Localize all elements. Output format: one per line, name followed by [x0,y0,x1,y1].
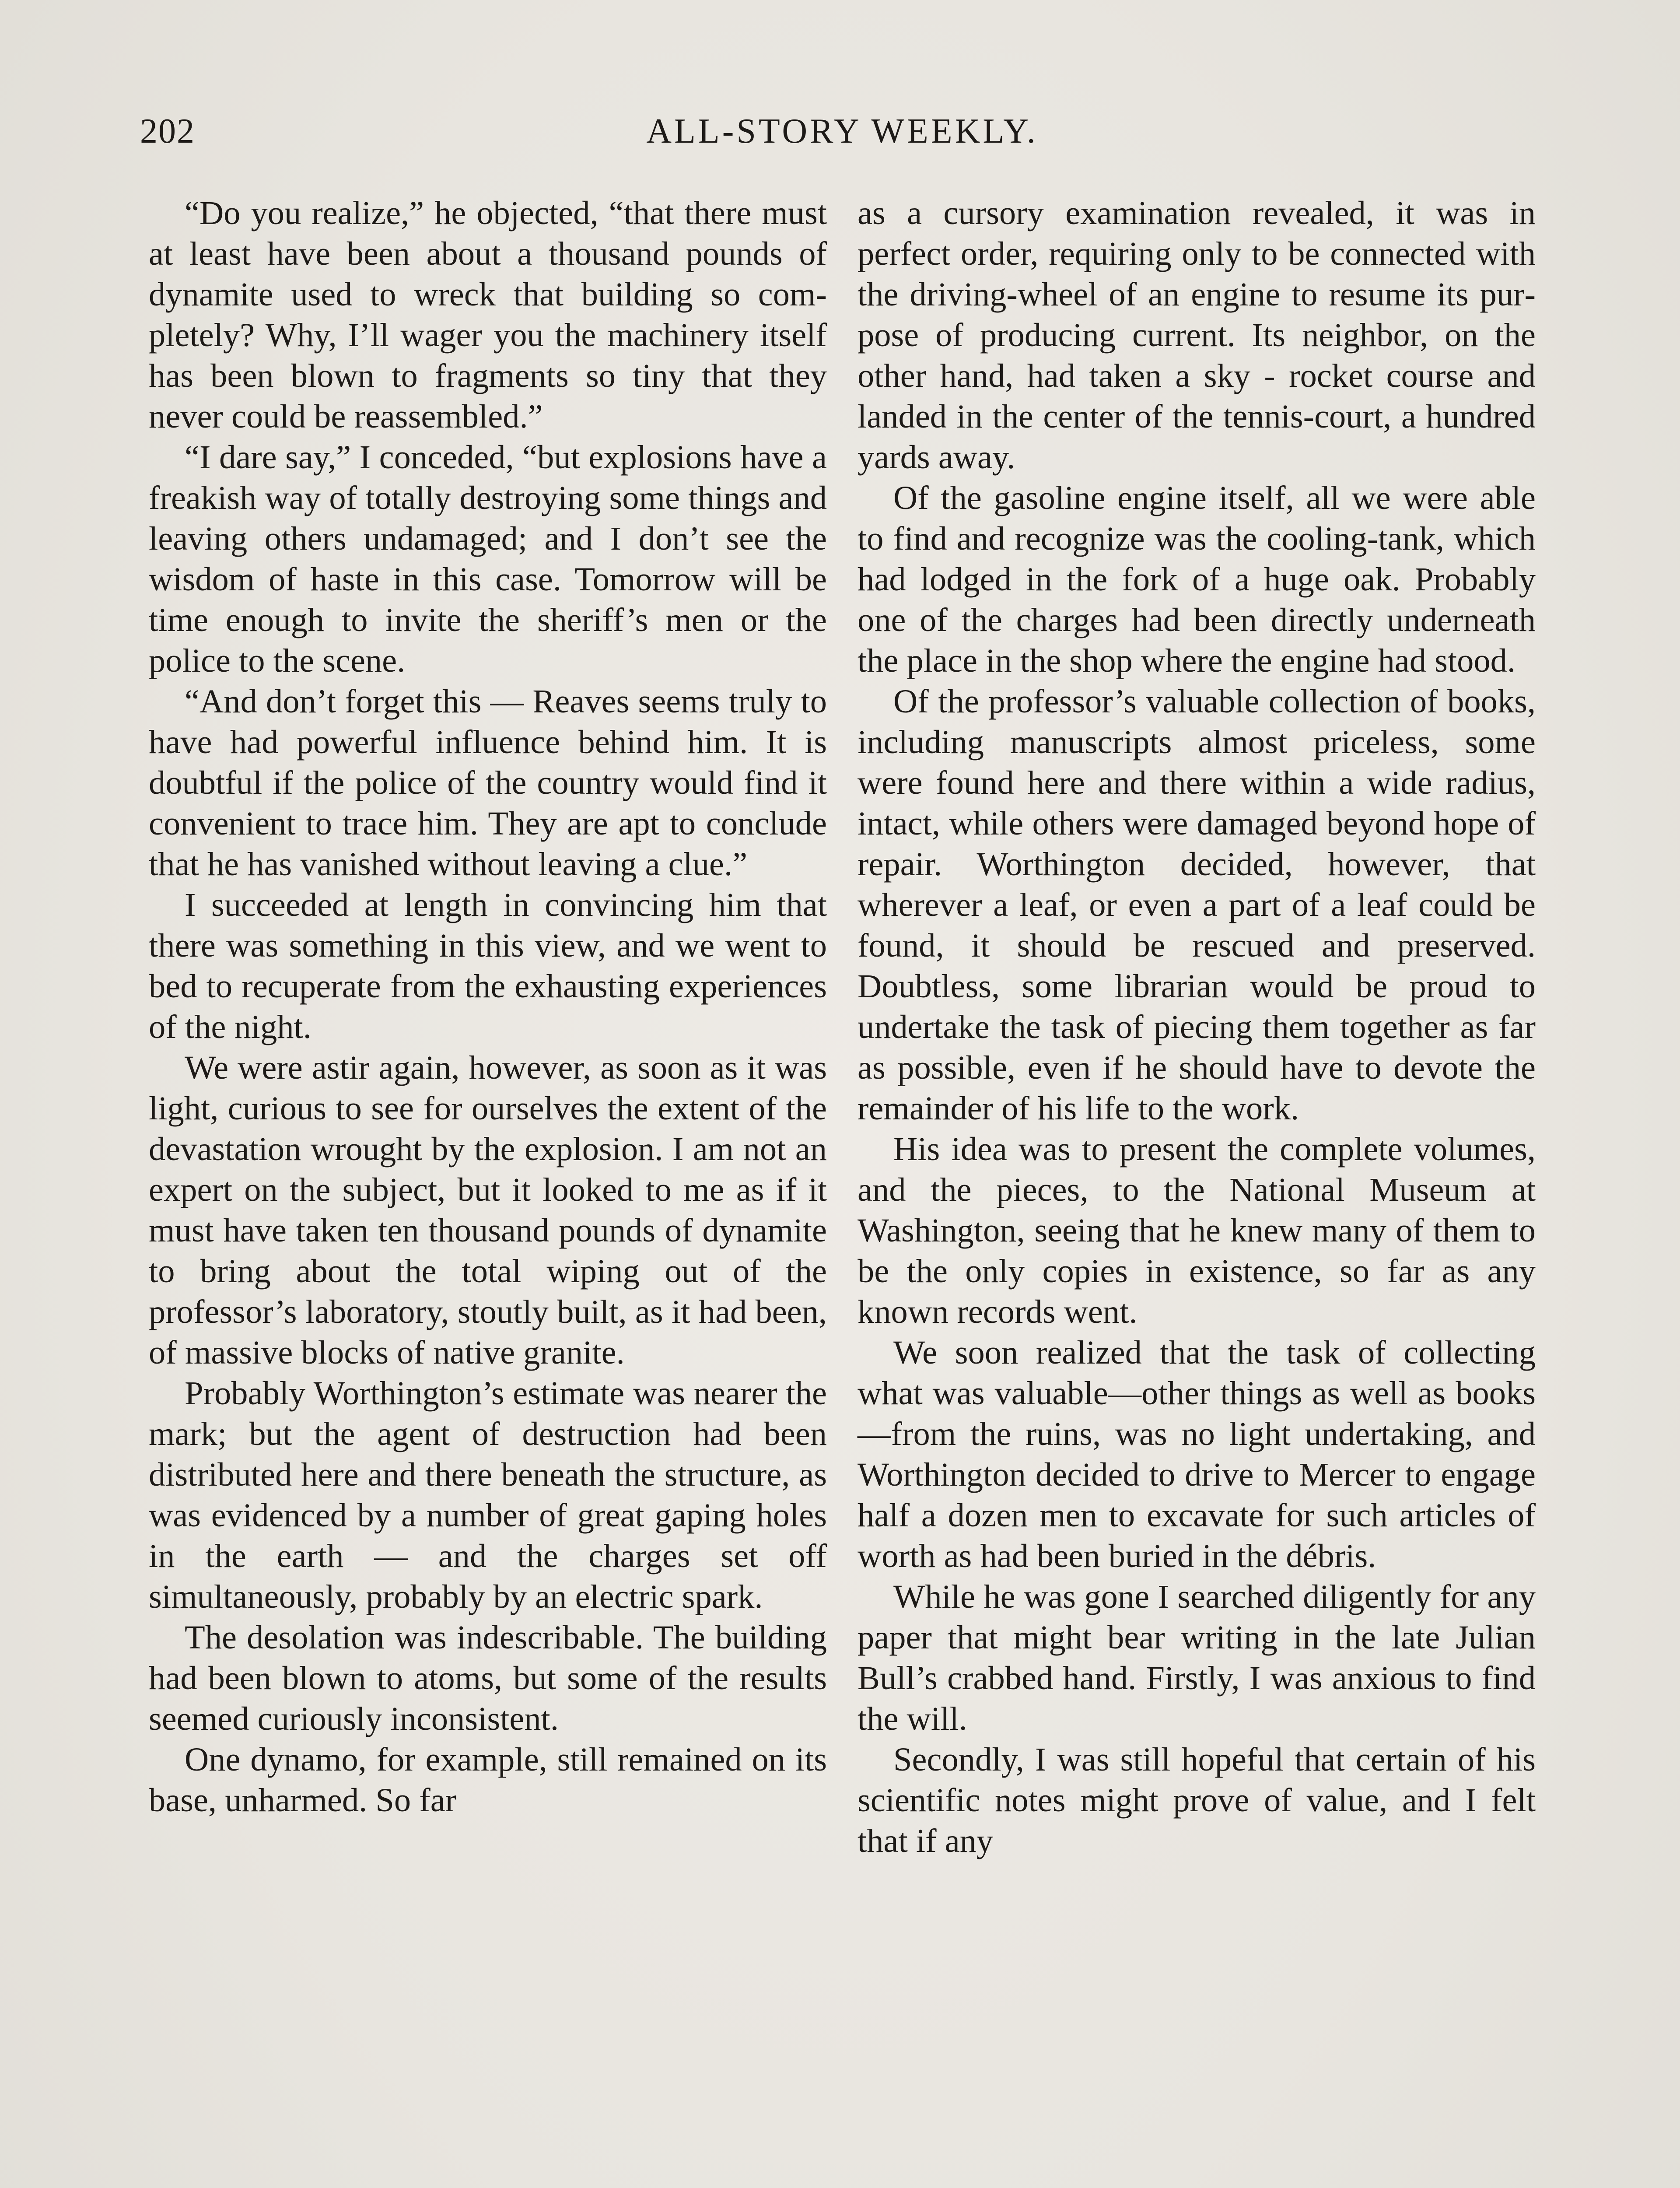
page-number: 202 [140,112,195,151]
paragraph: One dynamo, for example, still remained on its base, unharmed. So far [149,1741,827,1819]
page-header [140,107,1544,155]
paragraph: We were astir again, however, as soon as it was light, curious to see for ourselves the extent of the devastation wrought by the explosion. I am not an expert on the subject, but it looked to me as if it must have taken ten thousand pounds of dynamite to bring about the total wiping out of the professor’s laboratory, stoutly built, as it had been, of massive blocks of native granite. [149,1049,827,1371]
paragraph-continued: as a cursory examination revealed, it was in perfect order, requiring only to be connected with the driving-wheel of an engine to resume its purpose of producing current. Its neighbor, on the other hand, had taken a sky - rocket course and landed in the center of the tennis-court, a hundred yards away. [858,194,1536,476]
paragraph: Of the gasoline engine itself, all we were able to find and recognize was the cooling-tank, which had lodged in the fork of a huge oak. Probably one of the charges had been directly underneath the place in the shop where the engine had stood. [858,479,1536,679]
paragraph: The desolation was indescribable. The building had been blown to atoms, but some of the results seemed curiously inconsistent. [149,1619,827,1737]
paragraph: Secondly, I was still hopeful that certain of his scientific notes might prove of value, and I felt that if any [858,1741,1536,1859]
paragraph: “Do you realize,” he objected, “that there must at least have been about a thousand pounds of dynamite used to wreck that building so completely? Why, I’ll wager you the machinery itself has been blown to fragments so tiny that they never could be reassembled.” [149,194,827,435]
paragraph: “And don’t forget this — Reaves seems truly to have had powerful influence behind him. It is doubtful if the police of the country would find it convenient to trace him. They are apt to conclude that he has vanished without leaving a clue.” [149,683,827,883]
paragraph: Of the professor’s valuable collection of books, including manuscripts almost priceless, some were found here and there within a wide radius, intact, while others were damaged beyond hope of repair. Worthington decided, however, that wherever a leaf, or even a part of a leaf could be found, it should be rescued and preserved. Doubtless, some librarian would be proud to undertake the task of piecing them together as far as possible, even if he should have to devote the remainder of his life to the work. [858,683,1536,1127]
running-title: ALL-STORY WEEKLY. [646,112,1038,151]
paragraph: We soon realized that the task of collecting what was valuable—other things as well as books—from the ruins, was no light undertaking, and Worthington decided to drive to Mercer to engage half a dozen men to excavate for such articles of worth as had been buried in the débris. [858,1334,1536,1574]
left-column [149,193,827,1820]
paragraph: I succeeded at length in convincing him that there was something in this view, and we went to bed to recuperate from the exhausting experiences of the night. [149,886,827,1045]
paragraph: His idea was to present the complete volumes, and the pieces, to the National Museum at Washington, seeing that he knew many of them to be the only copies in existence, so far as any known records went. [858,1130,1536,1330]
paragraph: Probably Worthington’s estimate was nearer the mark; but the agent of destruction had been distributed here and there beneath the structure, as was evidenced by a number of great gaping holes in the earth — and the charges set off simultaneously, probably by an electric spark. [149,1375,827,1615]
paragraph: While he was gone I searched diligently for any paper that might bear writing in the late Julian Bull’s crabbed hand. Firstly, I was anxious to find the will. [858,1578,1536,1737]
paragraph: “I dare say,” I conceded, “but explosions have a freakish way of totally destroying some things and leaving others undamaged; and I don’t see the wisdom of haste in this case. Tomorrow will be time enough to invite the sheriff’s men or the police to the scene. [149,438,827,679]
right-column [858,193,1536,1861]
